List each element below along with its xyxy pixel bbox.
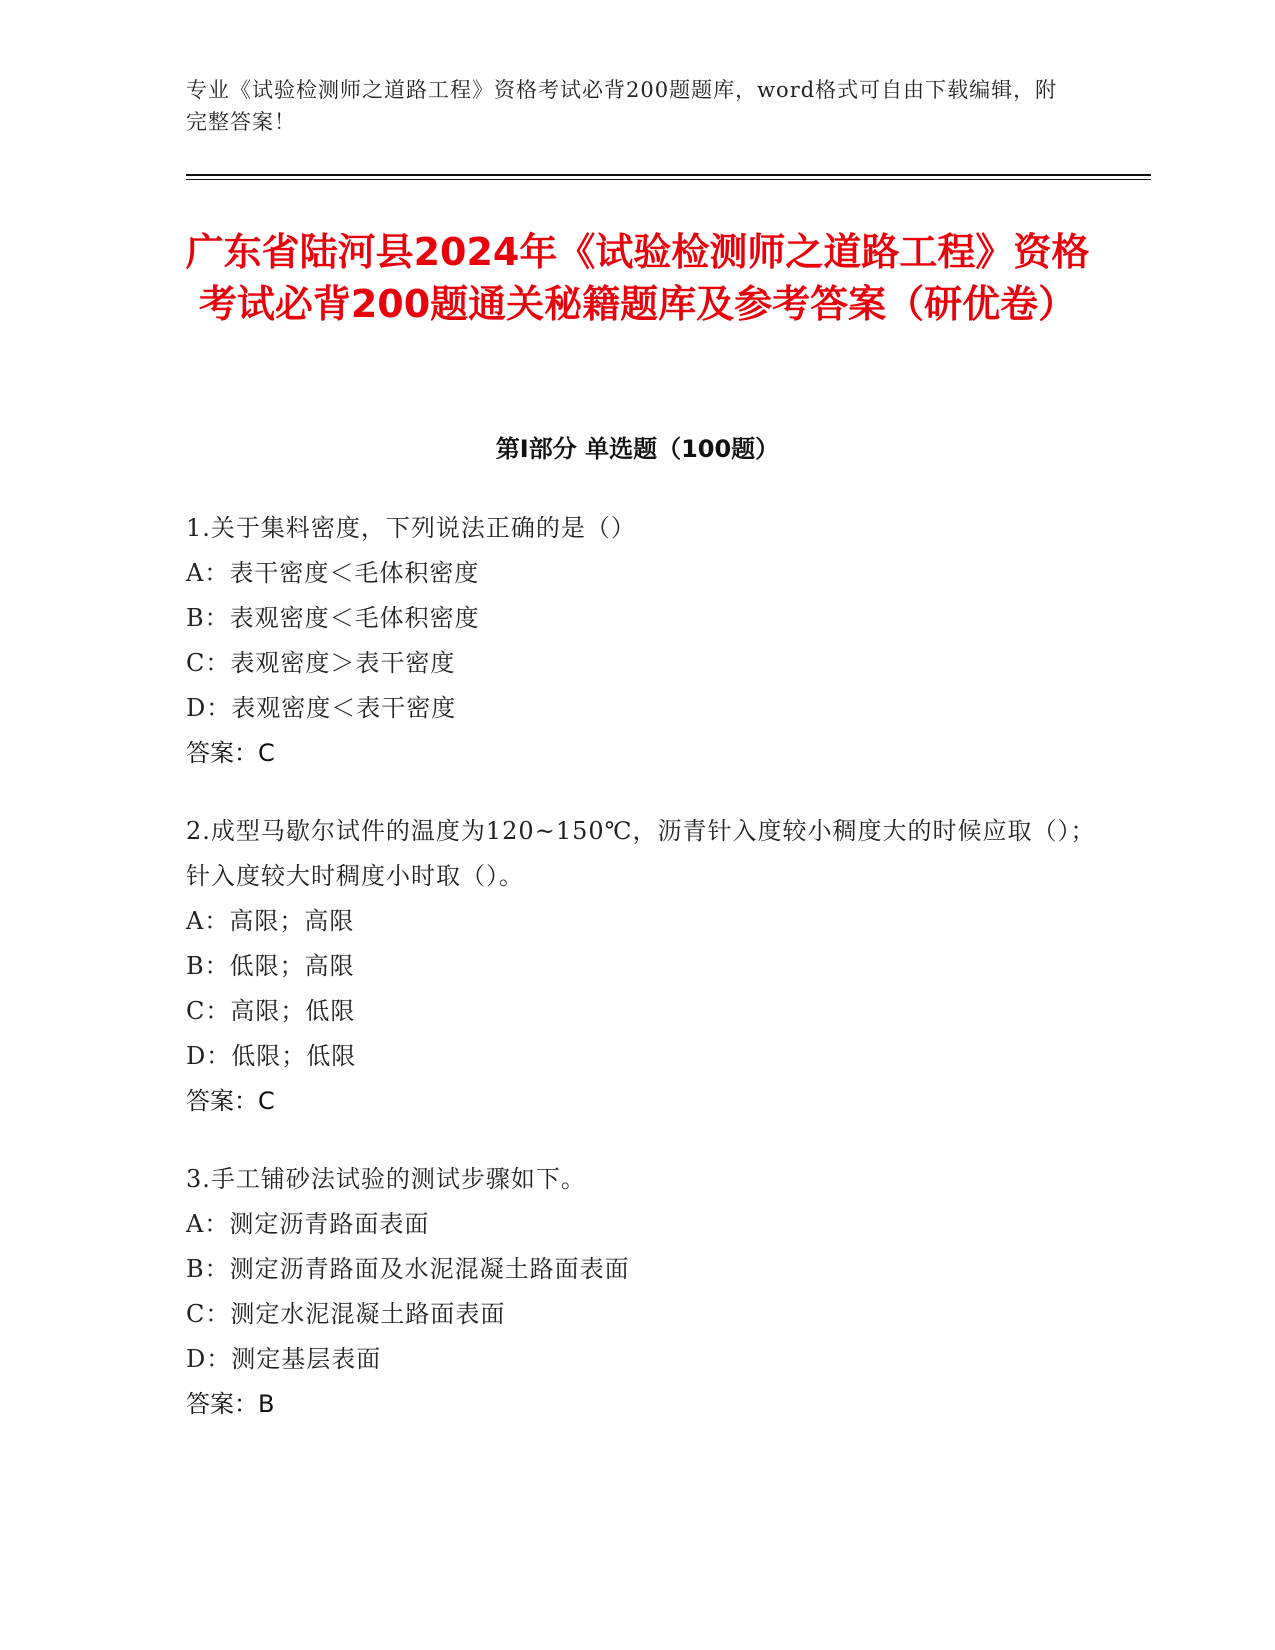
header-divider	[186, 174, 1151, 180]
answer: 答案：C	[186, 739, 275, 767]
section-title: 第Ⅰ部分 单选题（100题）	[495, 435, 780, 463]
header-note: 专业《试验检测师之道路工程》资格考试必背200题题库，word格式可自由下载编辑，附完整答案！	[186, 78, 1058, 134]
answer: 答案：B	[186, 1390, 275, 1418]
question-3	[186, 1157, 1106, 1427]
option-b: B：测定沥青路面及水泥混凝土路面表面	[186, 1255, 630, 1283]
option-a: A：测定沥青路面表面	[186, 1210, 430, 1238]
option-d: D：表观密度＜表干密度	[186, 694, 457, 722]
question-stem: 3.手工铺砂法试验的测试步骤如下。	[186, 1165, 586, 1193]
document-title: 广东省陆河县2024年《试验检测师之道路工程》资格考试必背200题通关秘籍题库及参考答案（研优卷）	[185, 230, 1090, 326]
option-c: C：测定水泥混凝土路面表面	[186, 1300, 506, 1328]
option-c: C：表观密度＞表干密度	[186, 649, 456, 677]
answer: 答案：C	[186, 1087, 275, 1115]
question-1	[186, 506, 1106, 776]
question-stem: 1.关于集料密度，下列说法正确的是（）	[186, 514, 636, 542]
option-d: D：测定基层表面	[186, 1345, 382, 1373]
option-c: C：高限；低限	[186, 997, 356, 1025]
option-b: B：表观密度＜毛体积密度	[186, 604, 480, 632]
question-2	[186, 809, 1106, 1124]
option-b: B：低限；高限	[186, 952, 355, 980]
option-d: D：低限；低限	[186, 1042, 357, 1070]
question-stem: 2.成型马歇尔试件的温度为120~150℃，沥青针入度较小稠度大的时候应取（）；针入度较大时稠度小时取（）。	[186, 817, 1096, 890]
option-a: A：表干密度＜毛体积密度	[186, 559, 480, 587]
option-a: A：高限；高限	[186, 907, 355, 935]
